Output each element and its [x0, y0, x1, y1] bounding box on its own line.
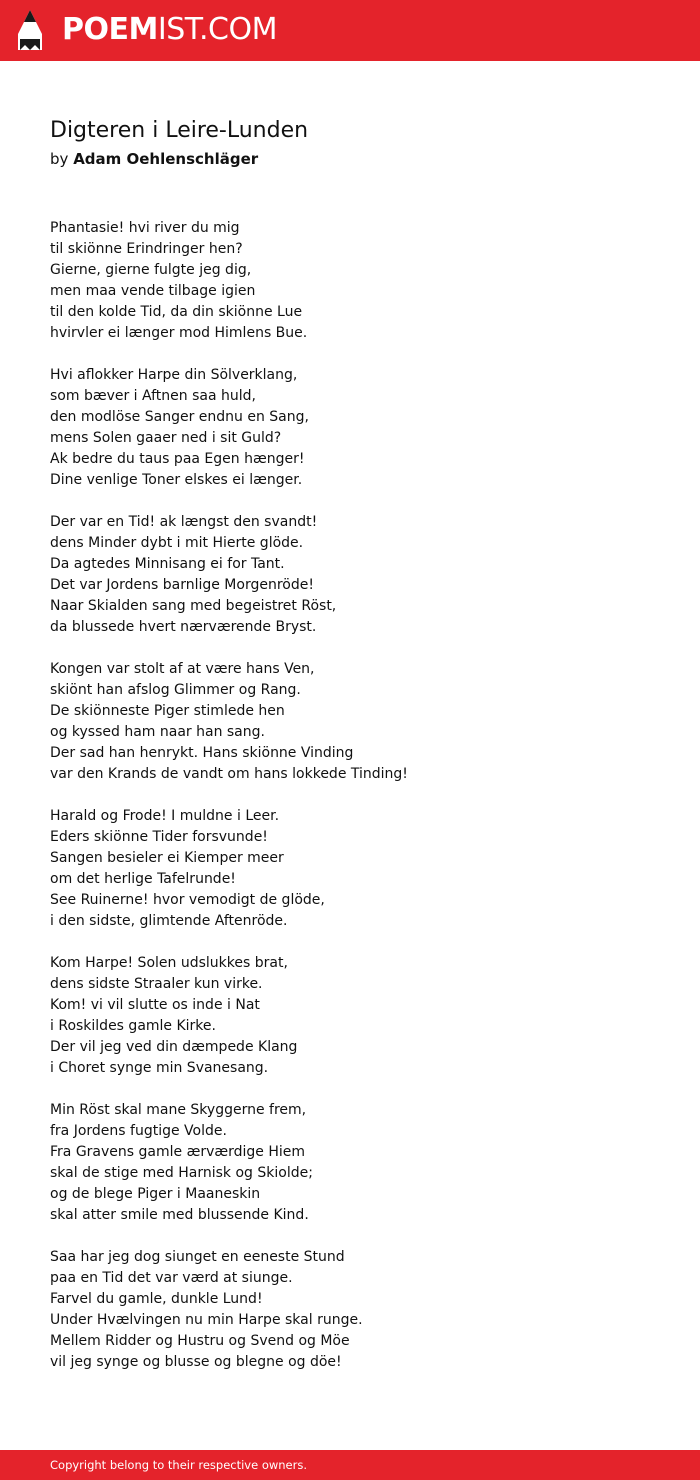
poem-line: den modlöse Sanger endnu en Sang, [50, 409, 309, 425]
poem-line: dens Minder dybt i mit Hierte glöde. [50, 535, 304, 551]
poem-stanza [50, 365, 670, 491]
poem-stanza [50, 1100, 670, 1226]
poem-stanza [50, 218, 670, 344]
poem-line: i Roskildes gamle Kirke. [50, 1018, 216, 1034]
poem-author: Adam Oehlenschläger [73, 150, 259, 168]
poem-line: i Choret synge min Svanesang. [50, 1060, 269, 1076]
brand-bold-text: POEM [62, 12, 158, 47]
poem-line: da blussede hvert nærværende Bryst. [50, 619, 317, 635]
poem-stanza [50, 1247, 670, 1373]
poem-stanza [50, 512, 670, 638]
poem-line: Sangen besieler ei Kiemper meer [50, 850, 284, 866]
poem-line: Under Hvælvingen nu min Harpe skal runge. [50, 1312, 363, 1328]
poem-line: Harald og Frode! I muldne i Leer. [50, 808, 280, 824]
poem-line: Da agtedes Minnisang ei for Tant. [50, 556, 285, 572]
site-header [0, 0, 700, 61]
copyright-text: Copyright belong to their respective owners. [50, 1458, 308, 1472]
poem-line: dens sidste Straaler kun virke. [50, 976, 263, 992]
poem-line: Phantasie! hvi river du mig [50, 220, 240, 236]
poem-line: skal de stige med Harnisk og Skiolde; [50, 1165, 313, 1181]
poem-line: Hvi aflokker Harpe din Sölverklang, [50, 367, 298, 383]
by-label: by [50, 150, 69, 168]
site-footer [0, 1450, 700, 1480]
poem-line: Gierne, gierne fulgte jeg dig, [50, 262, 252, 278]
poem-line: Eders skiönne Tider forsvunde! [50, 829, 268, 845]
brand-light-text: IST.COM [157, 12, 277, 47]
poem-line: Kom Harpe! Solen udslukkes brat, [50, 955, 288, 971]
poem-line: Dine venlige Toner elskes ei længer. [50, 472, 303, 488]
poem-line: om det herlige Tafelrunde! [50, 871, 236, 887]
poem-stanza [50, 806, 670, 932]
poem-line: fra Jordens fugtige Volde. [50, 1123, 227, 1139]
poem-stanza [50, 659, 670, 785]
poem-line: skal atter smile med blussende Kind. [50, 1207, 309, 1223]
poem-line: Saa har jeg dog siunget en eeneste Stund [50, 1249, 345, 1265]
poem-line: Min Röst skal mane Skyggerne frem, [50, 1102, 307, 1118]
site-logo-text[interactable] [62, 12, 277, 48]
poem-line: Der vil jeg ved din dæmpede Klang [50, 1039, 298, 1055]
poem-line: mens Solen gaaer ned i sit Guld? [50, 430, 282, 446]
poem-line: Naar Skialden sang med begeistret Röst, [50, 598, 337, 614]
poem-line: Kom! vi vil slutte os inde i Nat [50, 997, 260, 1013]
poem-line: vil jeg synge og blusse og blegne og döe! [50, 1354, 342, 1370]
poem-line: til den kolde Tid, da din skiönne Lue [50, 304, 303, 320]
poem-line: De skiönneste Piger stimlede hen [50, 703, 285, 719]
poem-line: Mellem Ridder og Hustru og Svend og Möe [50, 1333, 350, 1349]
poem-line: Der sad han henrykt. Hans skiönne Vinding [50, 745, 354, 761]
poem-line: som bæver i Aftnen saa huld, [50, 388, 256, 404]
poem-line: Farvel du gamle, dunkle Lund! [50, 1291, 263, 1307]
poem-line: Kongen var stolt af at være hans Ven, [50, 661, 315, 677]
poem-line: og kyssed ham naar han sang. [50, 724, 265, 740]
poem-line: Ak bedre du taus paa Egen hænger! [50, 451, 305, 467]
poem-line: Der var en Tid! ak længst den svandt! [50, 514, 318, 530]
poem-line: Det var Jordens barnlige Morgenröde! [50, 577, 314, 593]
poem-title: Digteren i Leire-Lunden [50, 118, 309, 143]
poem-stanza [50, 953, 670, 1079]
poem-line: til skiönne Erindringer hen? [50, 241, 243, 257]
poem-line: i den sidste, glimtende Aftenröde. [50, 913, 288, 929]
poem-line: hvirvler ei længer mod Himlens Bue. [50, 325, 308, 341]
poem-line: skiönt han afslog Glimmer og Rang. [50, 682, 301, 698]
poem-line: men maa vende tilbage igien [50, 283, 256, 299]
poem-line: See Ruinerne! hvor vemodigt de glöde, [50, 892, 325, 908]
poem-line: paa en Tid det var værd at siunge. [50, 1270, 293, 1286]
poem-body [50, 218, 670, 1394]
poem-byline [50, 148, 258, 170]
pencil-tip-icon[interactable] [17, 9, 43, 51]
poem-line: Fra Gravens gamle ærværdige Hiem [50, 1144, 306, 1160]
poem-line: og de blege Piger i Maaneskin [50, 1186, 261, 1202]
poem-line: var den Krands de vandt om hans lokkede Tinding! [50, 766, 408, 782]
